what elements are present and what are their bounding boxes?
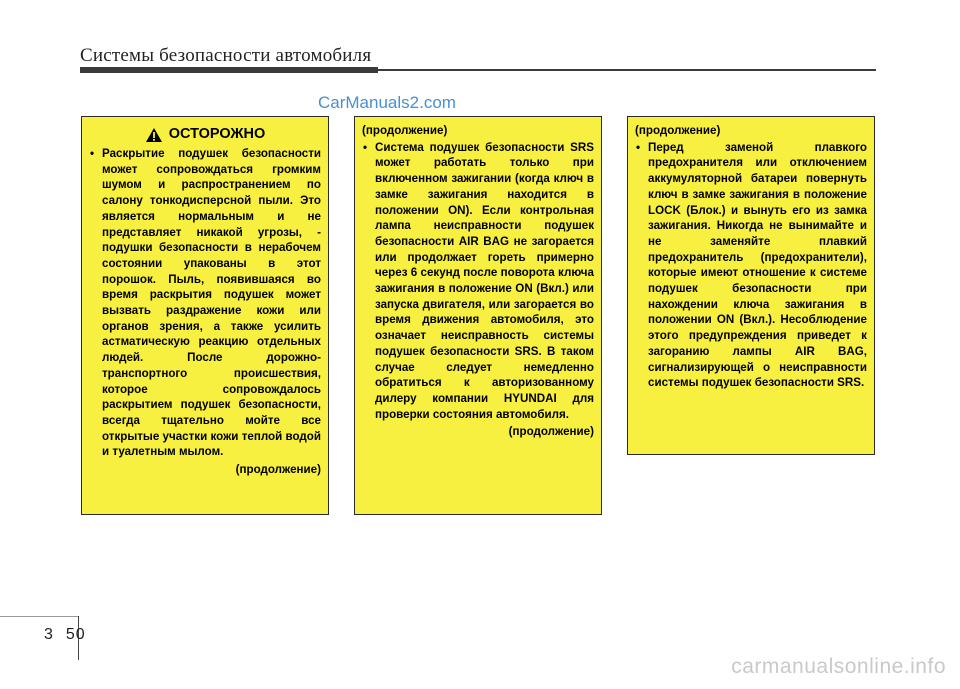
continued-label: (продолжение) bbox=[235, 463, 321, 477]
warning-box bbox=[81, 116, 329, 515]
warning-triangle-icon bbox=[145, 127, 163, 143]
page-number bbox=[44, 626, 98, 644]
header-rule-thin bbox=[378, 69, 876, 71]
page-number-value: 50 bbox=[65, 626, 86, 643]
info-box-srs bbox=[354, 116, 602, 515]
header-rule-thick bbox=[80, 67, 378, 73]
warning-title: ОСТОРОЖНО bbox=[168, 126, 266, 143]
continued-head: (продолжение) bbox=[362, 124, 448, 137]
page-header-title: Системы безопасности автомобиля bbox=[80, 45, 372, 66]
continued-head: (продолжение) bbox=[635, 124, 721, 137]
watermark-carmanualsonline: carmanualsonline.info bbox=[731, 655, 946, 678]
continued-label: (продолжение) bbox=[508, 425, 594, 439]
footer-rule-horizontal bbox=[0, 616, 78, 617]
section-number: 3 bbox=[44, 626, 54, 643]
warning-heading bbox=[89, 127, 321, 143]
info-box-fuse bbox=[627, 116, 875, 455]
srs-bullet-text: • Система подушек безопасности SRS может работать только при включенном зажигании (когда ключ в замке зажигания находится в положении ON). Если контрольная лампа неисправности подушек безопасности AIR BAG не загорается или продолжает гореть примерно через 6 секунд после поворота ключа зажигания в положение ON (Вкл.) или запуска двигателя, или загорается во время движения автомобиля, это означает неисправность системы подушек безопасности SRS. В таком случае следует немедленно обратиться к авторизованному дилеру компании HYUNDAI для проверки состояния автомобиля. bbox=[362, 140, 594, 423]
fuse-bullet-text: • Перед заменой плавкого предохранителя или отключением аккумуляторной батареи повернуть ключ в замке зажигания в положение LOCK (Блок.) и вынуть его из замка зажигания. Никогда не вынимайте и не заменяйте плавкий предохранитель (предохранители), которые имеют отношение к системе подушек безопасности при нахождении ключа зажигания в положении ON (Вкл.). Несоблюдение этого предупреждения приведет к загоранию лампы AIR BAG, сигнализирующей о неисправности системы подушек безопасности SRS. bbox=[635, 140, 867, 391]
watermark-carmanuals2: CarManuals2.com bbox=[318, 93, 456, 112]
warning-bullet-text: • Раскрытие подушек безопасности может сопровождаться громким шумом и распространением по салону тонкодисперсной пыли. Это является нормальным и не представляет никакой угрозы, - подушки безопасности в нерабочем состоянии упакованы в этот порошок. Пыль, появившаяся во время раскрытия подушек может вызвать раздражение кожи или органов зрения, а также усилить астматическую реакцию отдельных людей. После дорожно-транспортного происшествия, которое сопровождалось раскрытием подушек безопасности, всегда тщательно мойте все открытые участки кожи теплой водой и туалетным мылом. bbox=[89, 146, 321, 460]
